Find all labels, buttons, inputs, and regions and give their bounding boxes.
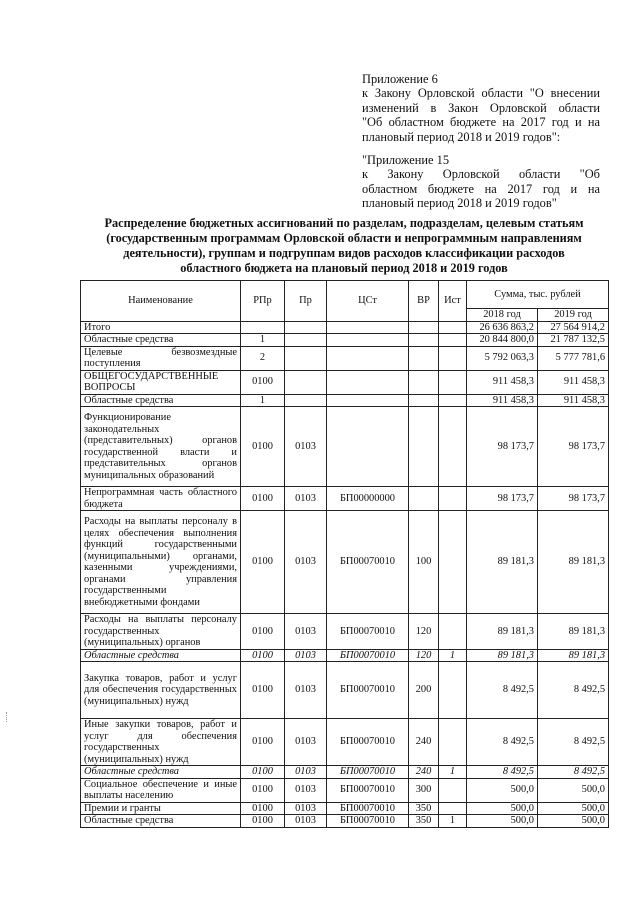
header-rpr: РПр xyxy=(241,281,285,322)
table-row xyxy=(81,614,609,650)
cell-name: Премии и гранты xyxy=(81,802,241,815)
cell-v2019: 89 181,3 xyxy=(538,511,609,614)
cell-name: Иные закупки товаров, работ и услуг для обеспечения государственных (муниципальных) нужд xyxy=(81,719,241,766)
cell-v2018: 89 181,3 xyxy=(467,649,538,662)
cell-rpr: 0100 xyxy=(241,778,285,802)
cell-ist xyxy=(439,321,467,334)
header-ist: Ист xyxy=(439,281,467,322)
cell-ist xyxy=(439,662,467,719)
cell-vr xyxy=(409,487,439,511)
table-row xyxy=(81,719,609,766)
cell-cst: БП00070010 xyxy=(327,766,409,779)
cell-v2018: 8 492,5 xyxy=(467,719,538,766)
cell-name: Расходы на выплаты персоналу государственных (муниципальных) органов xyxy=(81,614,241,650)
cell-rpr: 0100 xyxy=(241,719,285,766)
cell-ist xyxy=(439,802,467,815)
cell-v2019: 98 173,7 xyxy=(538,407,609,487)
cell-name: Областные средства xyxy=(81,394,241,407)
budget-table xyxy=(80,280,609,828)
cell-v2018: 500,0 xyxy=(467,778,538,802)
cell-v2019: 8 492,5 xyxy=(538,719,609,766)
table-row xyxy=(81,407,609,487)
table-row xyxy=(81,815,609,828)
cell-cst: БП00000000 xyxy=(327,487,409,511)
header-name: Наименование xyxy=(81,281,241,322)
cell-pr: 0103 xyxy=(285,662,327,719)
cell-pr: 0103 xyxy=(285,802,327,815)
cell-v2018: 26 636 863,2 xyxy=(467,321,538,334)
title-line: областного бюджета на плановый период 2018 и 2019 годов xyxy=(180,261,508,275)
cell-v2018: 500,0 xyxy=(467,815,538,828)
cell-v2019: 8 492,5 xyxy=(538,662,609,719)
cell-rpr: 0100 xyxy=(241,662,285,719)
cell-rpr: 1 xyxy=(241,334,285,347)
cell-vr: 100 xyxy=(409,511,439,614)
title-line: деятельности), группам и подгруппам видов расходов классификации расходов xyxy=(123,246,565,260)
cell-pr xyxy=(285,370,327,394)
cell-name: Областные средства xyxy=(81,815,241,828)
header-vr: ВР xyxy=(409,281,439,322)
cell-v2018: 8 492,5 xyxy=(467,662,538,719)
cell-v2019: 98 173,7 xyxy=(538,487,609,511)
cell-rpr: 0100 xyxy=(241,370,285,394)
cell-v2019: 500,0 xyxy=(538,802,609,815)
header-pr: Пр xyxy=(285,281,327,322)
cell-v2019: 27 564 914,2 xyxy=(538,321,609,334)
cell-v2018: 98 173,7 xyxy=(467,487,538,511)
cell-vr xyxy=(409,334,439,347)
cell-pr: 0103 xyxy=(285,766,327,779)
cell-vr: 350 xyxy=(409,802,439,815)
cell-rpr: 0100 xyxy=(241,802,285,815)
cell-cst: БП00070010 xyxy=(327,815,409,828)
cell-rpr: 2 xyxy=(241,346,285,370)
cell-rpr: 0100 xyxy=(241,487,285,511)
cell-v2019: 21 787 132,5 xyxy=(538,334,609,347)
cell-ist xyxy=(439,394,467,407)
cell-name: Целевые безвозмездные поступления xyxy=(81,346,241,370)
cell-pr xyxy=(285,394,327,407)
document-title xyxy=(80,216,608,276)
cell-vr xyxy=(409,346,439,370)
cell-v2018: 500,0 xyxy=(467,802,538,815)
cell-v2018: 8 492,5 xyxy=(467,766,538,779)
cell-name: Областные средства xyxy=(81,766,241,779)
header-year-2019: 2019 год xyxy=(538,309,609,322)
cell-pr xyxy=(285,334,327,347)
cell-v2018: 89 181,3 xyxy=(467,511,538,614)
appendix-header xyxy=(362,72,600,211)
cell-ist: 1 xyxy=(439,815,467,828)
cell-v2019: 911 458,3 xyxy=(538,394,609,407)
cell-ist: 1 xyxy=(439,649,467,662)
table-row xyxy=(81,649,609,662)
cell-cst: БП00070010 xyxy=(327,778,409,802)
cell-cst xyxy=(327,334,409,347)
table-row xyxy=(81,662,609,719)
cell-pr xyxy=(285,346,327,370)
cell-v2019: 911 458,3 xyxy=(538,370,609,394)
cell-v2018: 5 792 063,3 xyxy=(467,346,538,370)
table-row xyxy=(81,334,609,347)
cell-vr: 200 xyxy=(409,662,439,719)
appendix-line: плановый период 2018 и 2019 годов" xyxy=(362,196,557,211)
appendix-line: областном бюджете на 2017 год и на xyxy=(362,181,600,196)
header-sum: Сумма, тыс. рублей xyxy=(467,281,609,309)
cell-cst: БП00070010 xyxy=(327,662,409,719)
cell-cst xyxy=(327,407,409,487)
cell-v2019: 89 181,3 xyxy=(538,614,609,650)
cell-pr: 0103 xyxy=(285,649,327,662)
cell-pr: 0103 xyxy=(285,815,327,828)
cell-rpr: 0100 xyxy=(241,815,285,828)
cell-cst: БП00070010 xyxy=(327,719,409,766)
appendix-line: изменений в Закон Орловской области xyxy=(362,100,600,115)
cell-rpr: 0100 xyxy=(241,649,285,662)
cell-vr xyxy=(409,370,439,394)
header-year-2018: 2018 год xyxy=(467,309,538,322)
cell-pr: 0103 xyxy=(285,778,327,802)
cell-rpr: 0100 xyxy=(241,766,285,779)
table-row xyxy=(81,487,609,511)
cell-rpr: 1 xyxy=(241,394,285,407)
cell-vr: 240 xyxy=(409,766,439,779)
cell-name: Закупка товаров, работ и услуг для обеспечения государственных (муниципальных) нужд xyxy=(81,662,241,719)
cell-pr: 0103 xyxy=(285,407,327,487)
appendix-line: Приложение 6 xyxy=(362,72,438,86)
cell-v2019: 8 492,5 xyxy=(538,766,609,779)
cell-name: ОБЩЕГОСУДАРСТВЕННЫЕ ВОПРОСЫ xyxy=(81,370,241,394)
cell-v2018: 911 458,3 xyxy=(467,370,538,394)
appendix-line: к Закону Орловской области "О внесении xyxy=(362,86,600,101)
scan-mark xyxy=(6,712,10,722)
cell-v2018: 98 173,7 xyxy=(467,407,538,487)
cell-ist xyxy=(439,487,467,511)
cell-name: Областные средства xyxy=(81,334,241,347)
title-line: Распределение бюджетных ассигнований по разделам, подразделам, целевым статьям xyxy=(104,216,584,230)
cell-name: Областные средства xyxy=(81,649,241,662)
cell-vr xyxy=(409,321,439,334)
cell-v2018: 911 458,3 xyxy=(467,394,538,407)
cell-vr xyxy=(409,407,439,487)
cell-ist xyxy=(439,370,467,394)
cell-vr xyxy=(409,394,439,407)
cell-rpr xyxy=(241,321,285,334)
cell-v2019: 500,0 xyxy=(538,815,609,828)
title-line: (государственным программам Орловской области и непрограммным направлениям xyxy=(106,231,582,245)
cell-vr: 120 xyxy=(409,649,439,662)
cell-name: Итого xyxy=(81,321,241,334)
cell-cst xyxy=(327,370,409,394)
cell-pr: 0103 xyxy=(285,511,327,614)
cell-ist xyxy=(439,614,467,650)
cell-pr: 0103 xyxy=(285,614,327,650)
header-cst: ЦСт xyxy=(327,281,409,322)
cell-name: Функционирование законодательных (представительных) органов государственной власти и представительных органов муниципальных образований xyxy=(81,407,241,487)
cell-v2018: 20 844 800,0 xyxy=(467,334,538,347)
table-row xyxy=(81,778,609,802)
cell-cst xyxy=(327,394,409,407)
cell-pr: 0103 xyxy=(285,487,327,511)
appendix-line: к Закону Орловской области "Об xyxy=(362,167,600,182)
cell-rpr: 0100 xyxy=(241,407,285,487)
cell-name: Непрограммная часть областного бюджета xyxy=(81,487,241,511)
cell-cst: БП00070010 xyxy=(327,649,409,662)
cell-ist xyxy=(439,407,467,487)
table-row xyxy=(81,766,609,779)
cell-pr: 0103 xyxy=(285,719,327,766)
table-row xyxy=(81,370,609,394)
table-row xyxy=(81,511,609,614)
cell-v2019: 89 181,3 xyxy=(538,649,609,662)
cell-vr: 240 xyxy=(409,719,439,766)
cell-vr: 300 xyxy=(409,778,439,802)
cell-name: Расходы на выплаты персоналу в целях обеспечения выполнения функций государственными (муниципальными) органами, казенными учреждениями, органами управления государственными внебюджетными фондами xyxy=(81,511,241,614)
cell-rpr: 0100 xyxy=(241,511,285,614)
cell-cst: БП00070010 xyxy=(327,511,409,614)
cell-ist xyxy=(439,778,467,802)
cell-ist xyxy=(439,346,467,370)
cell-ist xyxy=(439,511,467,614)
cell-cst: БП00070010 xyxy=(327,802,409,815)
appendix-line: плановый период 2018 и 2019 годов": xyxy=(362,129,561,144)
cell-v2019: 500,0 xyxy=(538,778,609,802)
appendix-line: "Об областном бюджете на 2017 год и на xyxy=(362,115,600,130)
cell-rpr: 0100 xyxy=(241,614,285,650)
cell-name: Социальное обеспечение и иные выплаты населению xyxy=(81,778,241,802)
cell-pr xyxy=(285,321,327,334)
table-row xyxy=(81,802,609,815)
cell-ist xyxy=(439,334,467,347)
cell-cst xyxy=(327,321,409,334)
cell-vr: 350 xyxy=(409,815,439,828)
cell-ist xyxy=(439,719,467,766)
cell-cst: БП00070010 xyxy=(327,614,409,650)
cell-v2019: 5 777 781,6 xyxy=(538,346,609,370)
cell-vr: 120 xyxy=(409,614,439,650)
appendix-line: "Приложение 15 xyxy=(362,153,450,168)
table-body xyxy=(81,321,609,827)
table-row xyxy=(81,394,609,407)
table-row xyxy=(81,346,609,370)
cell-ist: 1 xyxy=(439,766,467,779)
cell-v2018: 89 181,3 xyxy=(467,614,538,650)
cell-cst xyxy=(327,346,409,370)
table-row xyxy=(81,321,609,334)
